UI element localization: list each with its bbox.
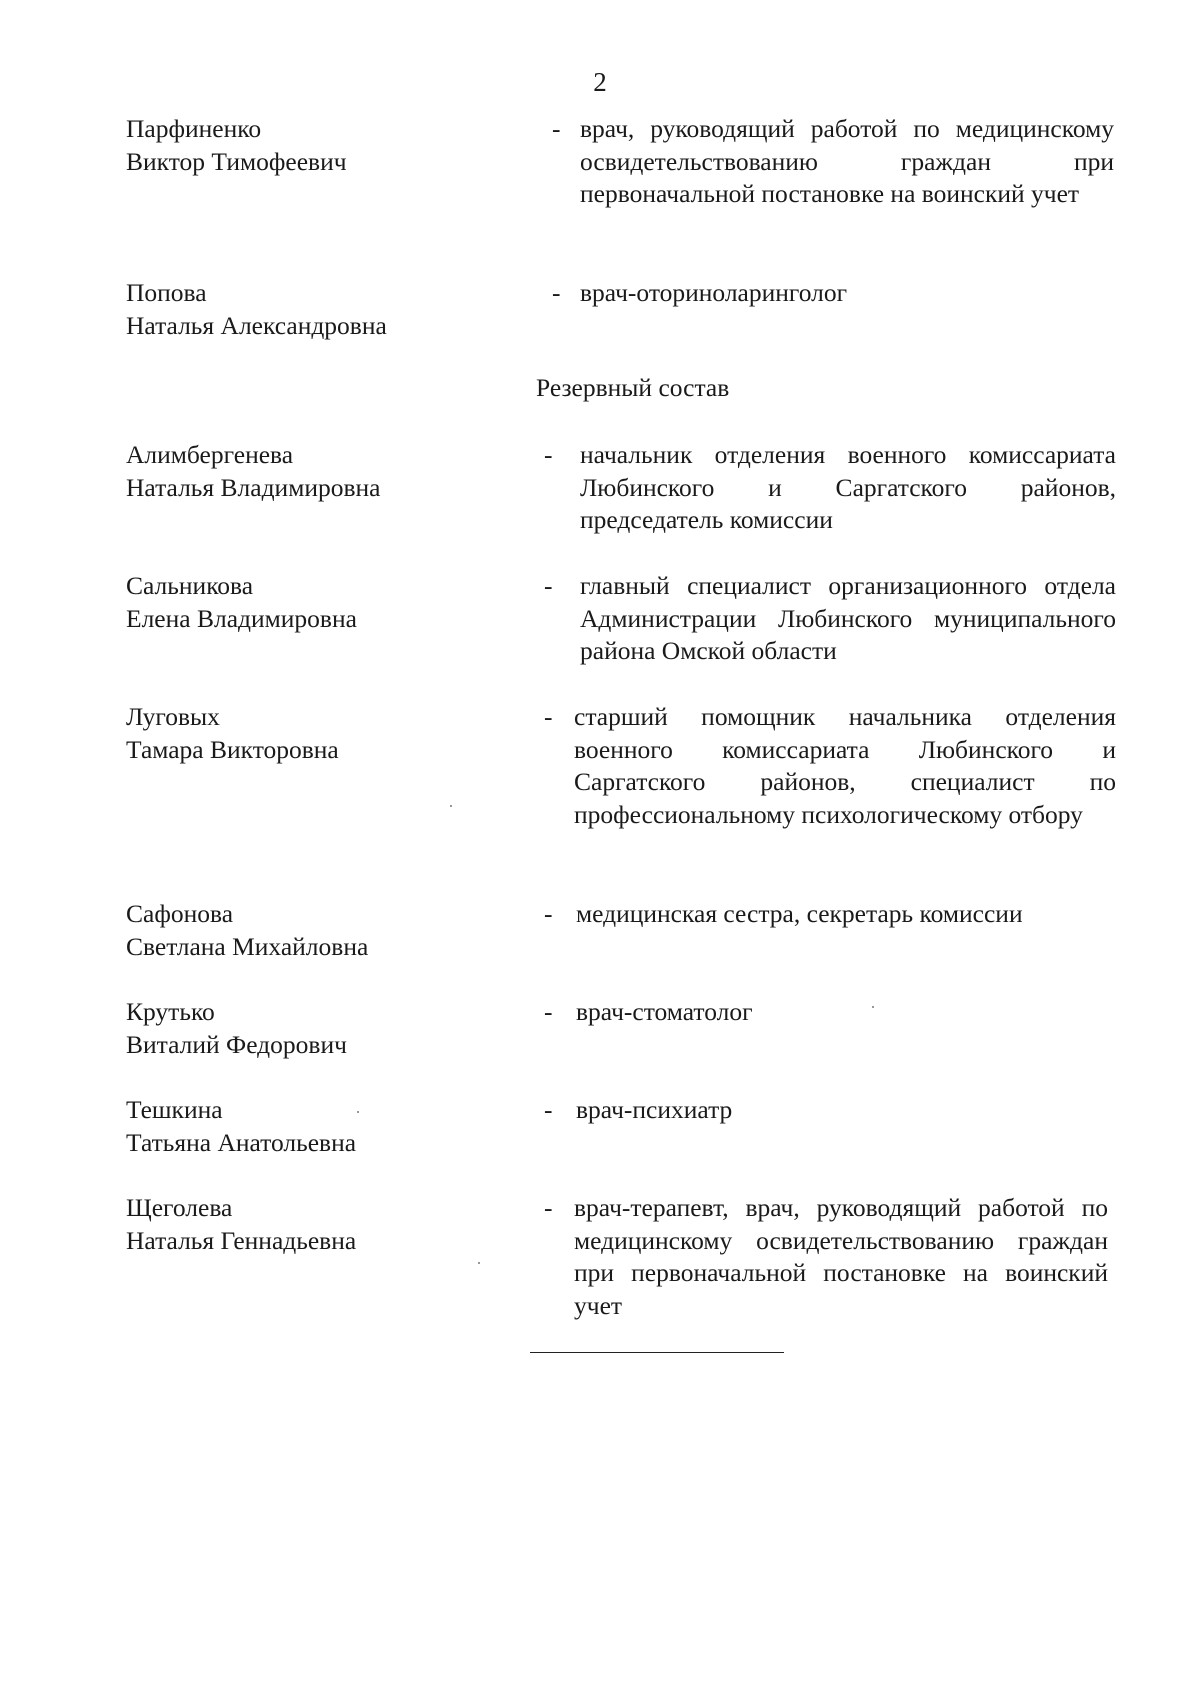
member-surname: Попова xyxy=(126,278,207,307)
scan-speck xyxy=(450,805,452,807)
scan-speck xyxy=(478,1262,480,1264)
member-given-names: Елена Владимировна xyxy=(126,603,357,633)
role-dash: - xyxy=(544,702,553,731)
member-name xyxy=(126,439,516,504)
member-role: врач-оториноларинголог xyxy=(580,278,848,307)
member-given-names: Наталья Александровна xyxy=(126,310,387,340)
role-dash: - xyxy=(544,899,553,928)
role-dash: - xyxy=(552,114,561,143)
member-name xyxy=(126,570,516,635)
member-name xyxy=(126,113,516,178)
member-name xyxy=(126,277,516,342)
member-given-names: Наталья Владимировна xyxy=(126,472,381,502)
member-role: врач-психиатр xyxy=(576,1095,733,1124)
page-number: 2 xyxy=(593,67,607,97)
member-name xyxy=(126,996,516,1061)
member-role: старший помощник начальника отделения военного комиссариата Любинского и Саргатского районов, специалист по профессиональному психологическому отбору xyxy=(574,702,1116,829)
member-surname: Луговых xyxy=(126,702,220,731)
member-role: врач, руководящий работой по медицинскому освидетельствованию граждан при первоначальной постановке на воинский учет xyxy=(580,114,1114,208)
member-given-names: Виктор Тимофеевич xyxy=(126,146,347,176)
role-dash: - xyxy=(544,997,553,1026)
member-role: медицинская сестра, секретарь комиссии xyxy=(576,899,1023,928)
member-surname: Щеголева xyxy=(126,1193,233,1222)
member-surname: Парфиненко xyxy=(126,114,262,143)
member-role: врач-терапевт, врач, руководящий работой по медицинскому освидетельствованию граждан при первоначальной постановке на воинский учет xyxy=(574,1193,1108,1320)
scan-speck xyxy=(357,1111,359,1113)
member-role: врач-стоматолог xyxy=(576,997,753,1026)
reserve-section-heading: Резервный состав xyxy=(536,373,730,402)
member-surname: Сафонова xyxy=(126,899,234,928)
end-of-list-rule xyxy=(530,1352,784,1353)
role-dash: - xyxy=(544,440,553,469)
member-surname: Сальникова xyxy=(126,571,254,600)
role-dash: - xyxy=(544,1095,553,1124)
member-given-names: Виталий Федорович xyxy=(126,1029,347,1059)
role-dash: - xyxy=(544,571,553,600)
member-role: начальник отделения военного комиссариата Любинского и Саргатского районов, председатель комиссии xyxy=(580,440,1116,534)
member-given-names: Светлана Михайловна xyxy=(126,931,369,961)
role-dash: - xyxy=(552,278,561,307)
member-given-names: Тамара Викторовна xyxy=(126,734,339,764)
member-name xyxy=(126,1192,516,1257)
member-name xyxy=(126,898,516,963)
member-surname: Тешкина xyxy=(126,1095,223,1124)
member-name xyxy=(126,1094,516,1159)
member-surname: Алимбергенева xyxy=(126,440,294,469)
member-name xyxy=(126,701,516,766)
member-given-names: Наталья Геннадьевна xyxy=(126,1225,357,1255)
member-surname: Крутько xyxy=(126,997,215,1026)
member-role: главный специалист организационного отдела Администрации Любинского муниципального района Омской области xyxy=(580,571,1116,665)
scan-speck xyxy=(872,1006,874,1008)
member-given-names: Татьяна Анатольевна xyxy=(126,1127,357,1157)
role-dash: - xyxy=(544,1193,553,1222)
